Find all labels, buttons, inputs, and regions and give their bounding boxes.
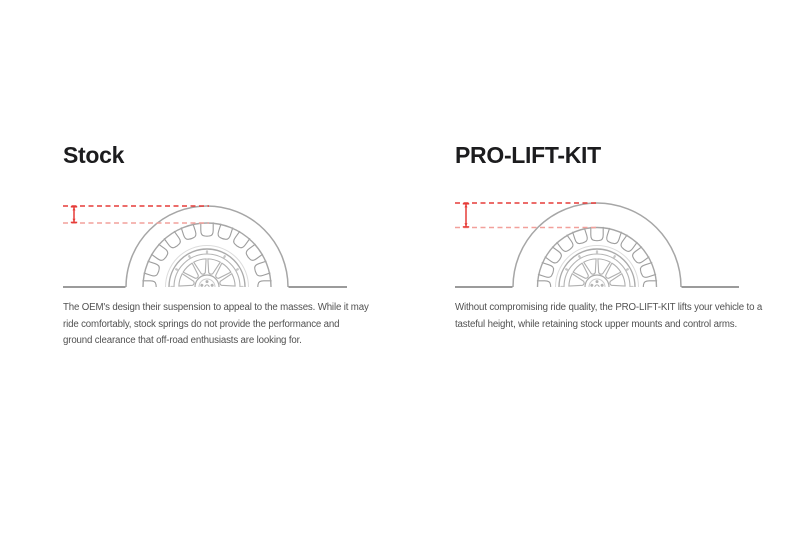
clearance-measure-arrow xyxy=(463,204,469,227)
stock-description: The OEM's design their suspension to appeal to the masses. While it may ride comfortably, stock springs do not provide the performance and ground clearance that off-road enthusiasts are looking for. xyxy=(63,302,369,347)
stock-suspension-diagram xyxy=(63,190,355,292)
pro-lift-kit-suspension-diagram xyxy=(455,190,747,292)
panel-stock xyxy=(63,142,373,382)
pro-lift-kit-heading: PRO-LIFT-KIT xyxy=(455,142,601,168)
clearance-measure-arrow xyxy=(71,207,77,223)
stock-heading: Stock xyxy=(63,142,125,168)
pro-lift-kit-description: Without compromising ride quality, the PRO-LIFT-KIT lifts your vehicle to a tasteful height, while retaining stock upper mounts and control arms. xyxy=(455,302,763,330)
panel-pro-lift-kit xyxy=(455,142,765,382)
